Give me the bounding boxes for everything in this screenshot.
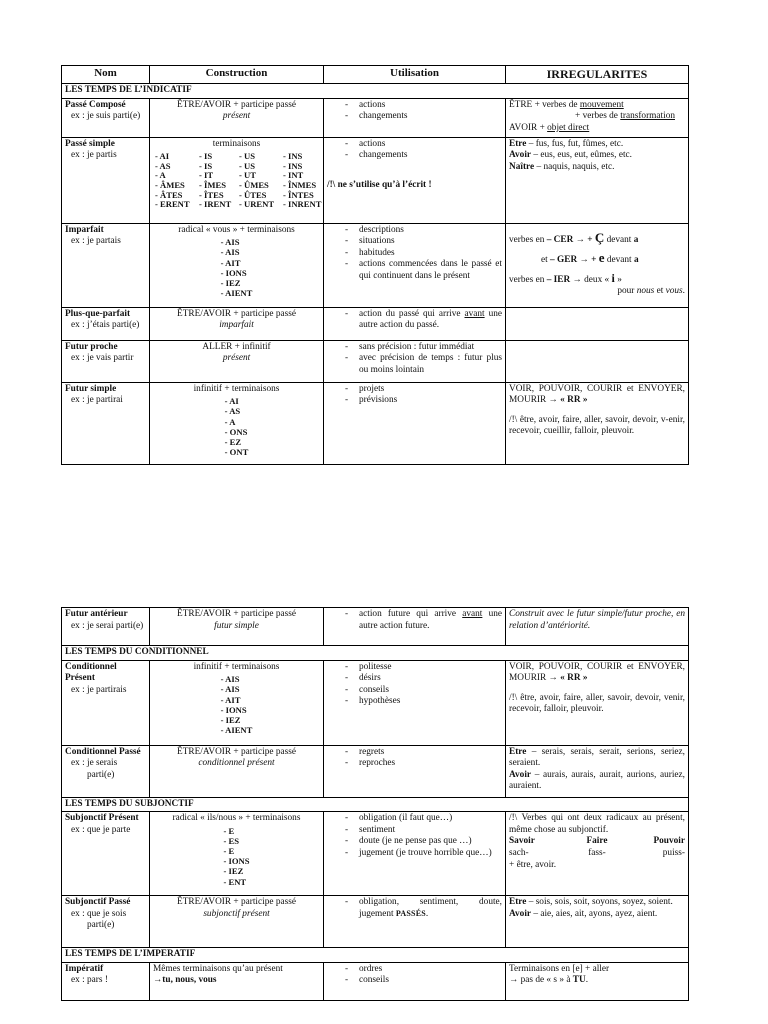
conjugation-table-page2: [61, 607, 689, 1001]
conjugation-table-page1: [61, 65, 689, 465]
construction-sub: subjonctif présent: [203, 908, 270, 919]
tense-name: Imparfait: [65, 224, 104, 235]
row-conditionnel-present: [62, 660, 689, 745]
use-item: - obligation, sentiment, doute, jugement PASSÉS.: [345, 897, 502, 920]
tense-name: Plus-que-parfait: [65, 308, 131, 319]
tense-name: Futur proche: [65, 341, 118, 352]
row-imperatif: [62, 962, 689, 1000]
tense-example: ex : je partais: [71, 236, 121, 247]
row-futur-proche: [62, 340, 689, 382]
row-imparfait: [62, 223, 689, 307]
ending-grid: - AI - IS - US - INS - AS - IS - US - INS - A - IT - UT - INT - ÂMES - ÎMES - ÛMES - ÎNMES - ÂTES - ÎTES - ÛTES - ÎNTES - ERENT - IRENT - URENT - INRENT: [155, 151, 322, 210]
use-item: - hypothèses: [345, 696, 502, 708]
construction: radical « vous » + terminaisons: [178, 224, 295, 235]
tense-example: ex : je partis: [71, 150, 117, 161]
use-item: - habitudes: [345, 248, 502, 260]
irregularities: verbes en – CER → + Ç devant a et – GER → + e devant a verbes en – IER → deux « i » pour nous et vous.: [506, 223, 689, 307]
uses-list: [327, 139, 502, 162]
header-utilisation: Utilisation: [324, 66, 506, 84]
use-item: - actions commencées dans le passé et qui continuent dans le présent: [345, 259, 502, 282]
use-item: - descriptions: [345, 225, 502, 237]
ending-list: - AI - AS - A - ONS - EZ - ONT: [224, 396, 249, 457]
use-item: - action future qui arrive avant une autre action future.: [345, 609, 502, 632]
construction: ÊTRE/AVOIR + participe passé: [177, 609, 296, 619]
row-conditionnel-passe: [62, 745, 689, 797]
uses-list: [327, 609, 502, 632]
row-futur-anterieur: [62, 608, 689, 646]
tense-name: Subjonctif Passé: [65, 897, 131, 908]
use-item: - obligation (il faut que…): [345, 813, 502, 825]
ending-list: - AIS - AIS - AIT - IONS - IEZ - AIENT: [220, 237, 253, 298]
uses-list: [327, 964, 502, 987]
uses-list: [327, 225, 502, 283]
use-item: - reproches: [345, 758, 502, 770]
tense-name: Futur simple: [65, 383, 117, 394]
uses-list: [327, 384, 502, 407]
tense-name: Passé simple: [65, 138, 115, 149]
irregularities: /!\ Verbes qui ont deux radicaux au présent, même chose au subjonctif. Savoir Faire Pouvoir sach- fass- puiss- + être, avoir.: [506, 812, 689, 896]
tense-name: Passé Composé: [65, 99, 126, 110]
tense-example: ex : je suis parti(e): [71, 111, 141, 122]
irregularities: Terminaisons en [e] + aller → pas de « s » à TU.: [506, 962, 689, 1000]
construction: infinitif + terminaisons: [193, 383, 280, 394]
row-plus-que-parfait: [62, 307, 689, 340]
use-item: - regrets: [345, 747, 502, 759]
construction: ÊTRE/AVOIR + participe passé: [177, 308, 296, 319]
use-item: - projets: [345, 384, 502, 396]
construction: ALLER + infinitif: [202, 341, 271, 352]
uses-list: [327, 100, 502, 123]
irregularities: [506, 307, 689, 340]
row-futur-simple: [62, 382, 689, 464]
use-item: - situations: [345, 236, 502, 248]
row-subjonctif-passe: [62, 896, 689, 948]
irregularities: Construit avec le futur simple/futur proche, en relation d’antériorité.: [506, 608, 689, 646]
uses-list: [327, 747, 502, 770]
uses-list: [327, 813, 502, 859]
use-item: - changements: [345, 150, 502, 162]
ending-list: - AIS - AIS - AIT - IONS - IEZ - AIENT: [220, 674, 253, 735]
uses-list: [327, 662, 502, 708]
tense-example: ex : je serais parti(e): [71, 758, 118, 780]
construction: ÊTRE/AVOIR + participe passé: [177, 746, 296, 757]
use-item: - avec précision de temps : futur plus ou moins lointain: [345, 353, 502, 376]
row-subjonctif-present: [62, 812, 689, 896]
irregularities: Etre – fus, fus, fut, fûmes, etc. Avoir – eus, eus, eut, eûmes, etc. Naître – naquis, naquis, etc.: [506, 137, 689, 223]
uses-list: [327, 309, 502, 332]
construction: ÊTRE/AVOIR + participe passé: [177, 897, 296, 908]
use-item: - changements: [345, 111, 502, 123]
irregularities: Etre – sois, sois, soit, soyons, soyez, soient. Avoir – aie, aies, ait, ayons, ayez, aient.: [506, 896, 689, 948]
irregularities: [506, 340, 689, 382]
header-nom: Nom: [62, 66, 150, 84]
use-item: - doute (je ne pense pas que …): [345, 836, 502, 848]
use-item: - désirs: [345, 673, 502, 685]
tense-name: Subjonctif Présent: [65, 813, 139, 824]
construction: ÊTRE/AVOIR + participe passé: [177, 99, 296, 110]
use-item: - jugement (je trouve horrible que…): [345, 848, 502, 860]
tense-example: ex : que je sois parti(e): [71, 908, 127, 931]
tense-name: Conditionnel Passé: [65, 746, 141, 757]
use-item: - actions: [345, 139, 502, 151]
construction-sub: présent: [222, 353, 251, 364]
irregularities: VOIR, POUVOIR, COURIR et ENVOYER, MOURIR → « RR » /!\ être, avoir, faire, aller, savoir, devoir, venir, recevoir, falloir, pleuvoir.: [506, 660, 689, 745]
use-item: - actions: [345, 100, 502, 112]
tense-name: Impératif: [65, 963, 104, 974]
tense-name: Futur antérieur: [65, 609, 128, 619]
use-item: - sans précision : futur immédiat: [345, 342, 502, 354]
section-indicatif: LES TEMPS DE L’INDICATIF: [62, 84, 689, 99]
ending-list: - E - ES - E - IONS - IEZ - ENT: [223, 825, 250, 887]
irregularities: ÊTRE + verbes de mouvement + verbes de transformation AVOIR + objet direct: [506, 98, 689, 137]
row-passe-compose: [62, 98, 689, 137]
uses-list: [327, 897, 502, 920]
section-imperatif: LES TEMPS DE L’IMPERATIF: [62, 948, 689, 963]
use-item: - conseils: [345, 975, 502, 987]
use-item: - prévisions: [345, 395, 502, 407]
irregularities: Etre – serais, serais, serait, serions, seriez, seraient. Avoir – aurais, aurais, aurait, aurions, auriez, auraient.: [506, 745, 689, 797]
uses-list: [327, 342, 502, 377]
tense-example: ex : je vais partir: [71, 353, 134, 364]
header-construction: Construction: [150, 66, 324, 84]
header-row: [62, 66, 689, 84]
section-conditionnel: LES TEMPS DU CONDITIONNEL: [62, 646, 689, 661]
tense-example: ex : pars !: [71, 975, 108, 986]
construction-sub: conditionnel présent: [198, 758, 275, 769]
tense-name: Conditionnel Présent: [65, 661, 117, 684]
construction: terminaisons: [212, 138, 261, 149]
tense-example: ex : je partirai: [71, 395, 123, 406]
use-item: - conseils: [345, 685, 502, 697]
tense-example: ex : je partirais: [71, 684, 127, 695]
tense-example: ex : je serai parti(e): [71, 620, 144, 631]
irregularities: VOIR, POUVOIR, COURIR et ENVOYER, MOURIR → « RR » /!\ être, avoir, faire, aller, savoir, devoir, v-enir, recevoir, cueillir, falloir, pleuvoir.: [506, 382, 689, 464]
row-passe-simple: [62, 137, 689, 223]
construction-sub: futur simple: [214, 620, 259, 631]
header-irregularites: IRREGULARITES: [506, 66, 689, 84]
construction-sub: présent: [222, 111, 251, 122]
section-subjonctif: LES TEMPS DU SUBJONCTIF: [62, 797, 689, 812]
tense-example: ex : que je parte: [71, 824, 131, 835]
use-item: - action du passé qui arrive avant une autre action du passé.: [345, 309, 502, 332]
construction: infinitif + terminaisons: [193, 661, 280, 672]
construction: Mêmes terminaisons qu’au présent: [153, 963, 283, 974]
use-item: - ordres: [345, 964, 502, 976]
construction-sub: →tu, nous, vous: [153, 975, 217, 986]
construction-sub: imparfait: [219, 320, 254, 331]
use-item: - politesse: [345, 662, 502, 674]
warning-note: /!\ ne s’utilise qu’à l’écrit !: [327, 179, 432, 190]
construction: radical « ils/nous » + terminaisons: [172, 813, 301, 824]
tense-example: ex : j’étais parti(e): [71, 320, 140, 331]
use-item: - sentiment: [345, 825, 502, 837]
